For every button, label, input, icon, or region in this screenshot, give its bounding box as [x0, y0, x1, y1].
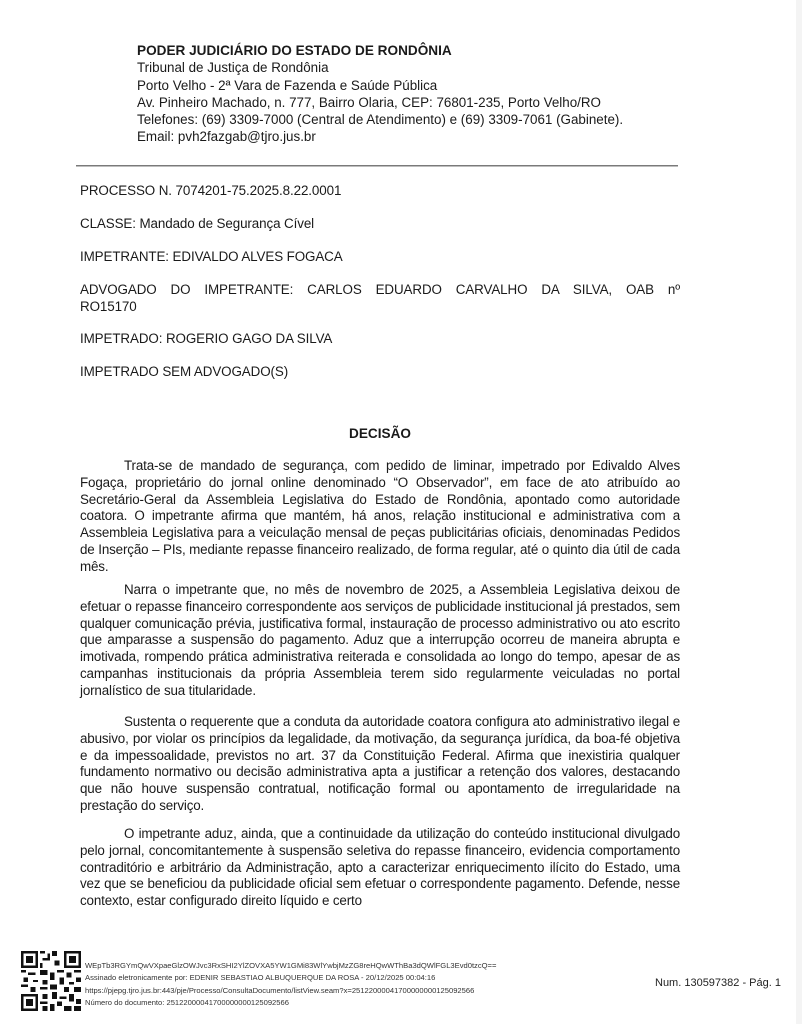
court-name: Tribunal de Justiça de Rondônia: [137, 60, 329, 76]
decision-paragraph: Narra o impetrante que, no mês de novembro de 2025, a Assembleia Legislativa deixou de efetuar o repasse financeiro correspondente aos serviços de publicidade institucional já prestados, sem qualquer comunicação prévia, justificativa formal, instauração de processo administrativo ou ato escrito que amparasse a suspensão do pagamento. Aduz que a interrupção ocorreu de maneira abrupta e imotivada, rompendo prática administrativa reiterada e consolidada ao longo do tempo, apesar de as campanhas institucionais da própria Assembleia terem sido regularmente veiculadas no portal jornalístico de sua titularidade.: [80, 582, 680, 698]
petitioner: IMPETRANTE: EDIVALDO ALVES FOGACA: [80, 249, 343, 264]
court-unit: Porto Velho - 2ª Vara de Fazenda e Saúde Pública: [137, 77, 438, 93]
case-class: CLASSE: Mandado de Segurança Cível: [80, 216, 315, 231]
decision-paragraph: O impetrante aduz, ainda, que a continuidade da utilização do conteúdo institucional divulgado pelo jornal, concomitantemente à suspensão seletiva do repasse financeiro, evidencia comportamento contraditório e arbitrário da Administração, apto a caracterizar enriquecimento ilícito do Estado, uma vez que se beneficiou da publicidade oficial sem efetuar o correspondente pagamento. Defende, nesse contexto, estar configurado direito líquido e certo: [80, 826, 680, 909]
process-number: PROCESSO N. 7074201-75.2025.8.22.0001: [80, 183, 342, 198]
verification-hash: WEpTb3RGYmQwVXpaeGlzOWJvc3RxSHI2YlZOVXA5YW1GMi83WlYwbjMzZG8reHQwWThBa3dQWlFGL3Evd0tzcQ==: [85, 961, 497, 970]
court-header: [137, 42, 623, 146]
respondent: IMPETRADO: ROGERIO GAGO DA SILVA: [80, 331, 333, 346]
page-number: Num. 130597382 - Pág. 1: [655, 977, 781, 989]
header-divider: [76, 165, 678, 167]
petitioner-lawyer: ADVOGADO DO IMPETRANTE: CARLOS EDUARDO CARVALHO DA SILVA, OAB nº RO15170: [80, 282, 680, 314]
signature-footer: [0, 940, 802, 1024]
document-number: Número do documento: 25122000041700000000125092566: [85, 998, 289, 1008]
respondent-lawyer: IMPETRADO SEM ADVOGADO(S): [80, 364, 289, 379]
qr-code-icon[interactable]: [21, 951, 81, 1011]
decision-paragraph: Sustenta o requerente que a conduta da autoridade coatora configura ato administrativo ilegal e abusivo, por violar os princípios da legalidade, da motivação, da segurança jurídica, da boa-fé objetiva e da impessoalidade, previstos no art. 37 da Constituição Federal. Afirma que inexistiria qualquer fundamento normativo ou decisão administrativa apta a justificar a retenção dos valores, destacando que não houve suspensão contratual, notificação formal ou apontamento de irregularidade na prestação do serviço.: [80, 714, 680, 813]
signature-info: [85, 960, 496, 1010]
decision-title: DECISÃO: [349, 426, 411, 441]
document-url[interactable]: https://pjepg.tjro.jus.br:443/pje/Processo/ConsultaDocumento/listView.seam?x=25122000041700000000125092566: [85, 985, 475, 995]
court-email: Email: pvh2fazgab@tjro.jus.br: [137, 129, 316, 145]
signed-by: Assinado eletronicamente por: EDENIR SEBASTIAO ALBUQUERQUE DA ROSA - 20/12/2025 00:04:16: [85, 973, 436, 983]
page-edge: [796, 0, 802, 1024]
decision-paragraph: Trata-se de mandado de segurança, com pedido de liminar, impetrado por Edivaldo Alves Fogaça, proprietário do jornal online denominado “O Observador”, em face de ato atribuído ao Secretário-Geral da Assembleia Legislativa do Estado de Rondônia, apontado como autoridade coatora. O impetrante afirma que mantém, há anos, relação institucional e administrativa com a Assembleia Legislativa para a veiculação mensal de peças publicitárias oficiais, denominadas Pedidos de Inserção – PIs, mediante repasse financeiro realizado, de forma regular, até o quinto dia útil de cada mês.: [80, 458, 680, 574]
judiciary-name: PODER JUDICIÁRIO DO ESTADO DE RONDÔNIA: [137, 43, 452, 58]
court-address: Av. Pinheiro Machado, n. 777, Bairro Olaria, CEP: 76801-235, Porto Velho/RO: [137, 94, 601, 110]
court-phones: Telefones: (69) 3309-7000 (Central de Atendimento) e (69) 3309-7061 (Gabinete).: [137, 112, 624, 128]
